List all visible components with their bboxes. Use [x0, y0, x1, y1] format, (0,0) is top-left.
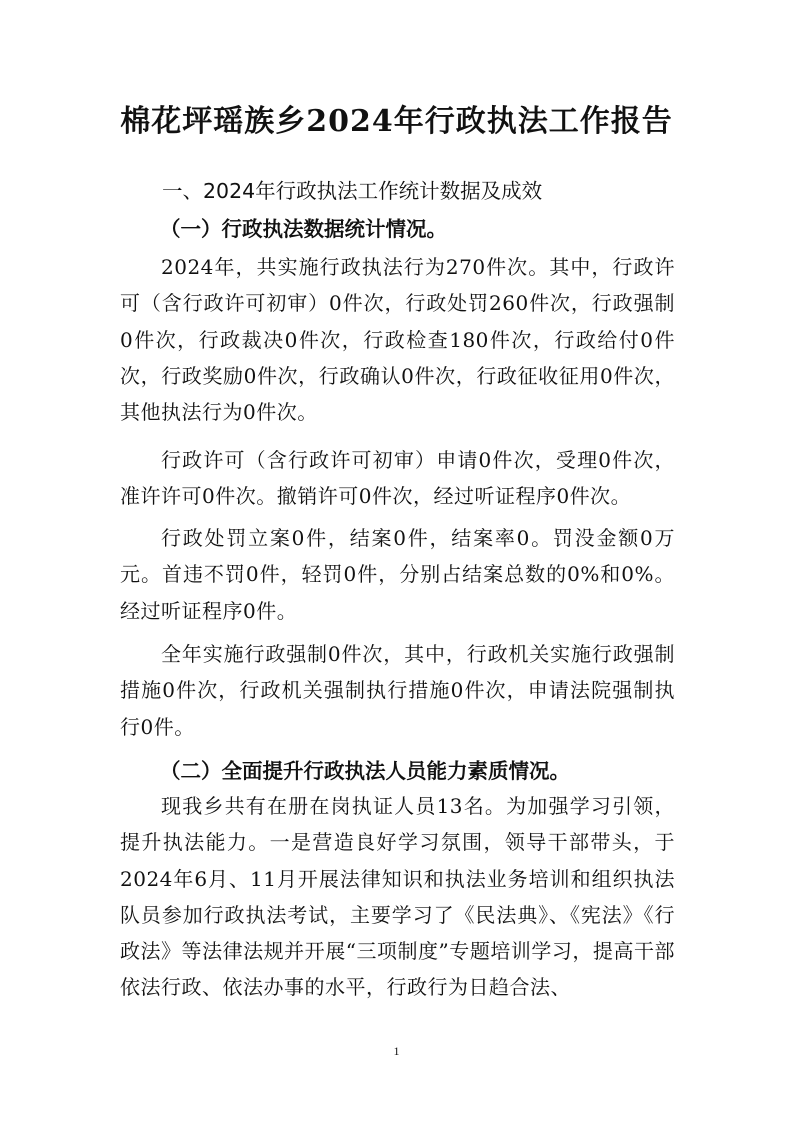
paragraph-enforcement: 全年实施行政强制0件次，其中，行政机关实施行政强制措施0件次，行政机关强制执行措施0件次，申请法院强制执行0件。: [120, 642, 675, 739]
section-one-heading: 一、2024年行政执法工作统计数据及成效: [162, 179, 543, 203]
paragraph-stats-total: 2024年，共实施行政执法行为270件次。其中，行政许可（含行政许可初审）0件次，行政处罚260件次，行政强制0件次，行政裁决0件次，行政检查180件次，行政给付0件次，行政奖励0件次，行政确认0件次，行政征收征用0件次，其他执法行为0件次。: [120, 255, 675, 425]
paragraph-personnel: 现我乡共有在册在岗执证人员13名。为加强学习引领，提升执法能力。一是营造良好学习氛围，领导干部带头，于2024年6月、11月开展法律知识和执法业务培训和组织执法队员参加行政执法考试，主要学习了《民法典》、《宪法》《行政法》等法律法规并开展“三项制度”专题培训学习，提高干部依法行政、依法办事的水平，行政行为日趋合法、: [120, 794, 675, 1000]
subsection-one-heading: （一）行政执法数据统计情况。: [160, 217, 447, 241]
paragraph-penalty: 行政处罚立案0件，结案0件，结案率0。罚没金额0万元。首违不罚0件，轻罚0件，分别占结案总数的0%和0%。经过听证程序0件。: [120, 526, 675, 623]
paragraph-license: 行政许可（含行政许可初审）申请0件次，受理0件次，准许许可0件次。撤销许可0件次，经过听证程序0件次。: [120, 448, 675, 509]
page-number: 1: [393, 1044, 400, 1058]
subsection-two-heading: （二）全面提升行政执法人员能力素质情况。: [160, 759, 570, 783]
document-title: 棉花坪瑶族乡2024年行政执法工作报告: [120, 104, 673, 139]
